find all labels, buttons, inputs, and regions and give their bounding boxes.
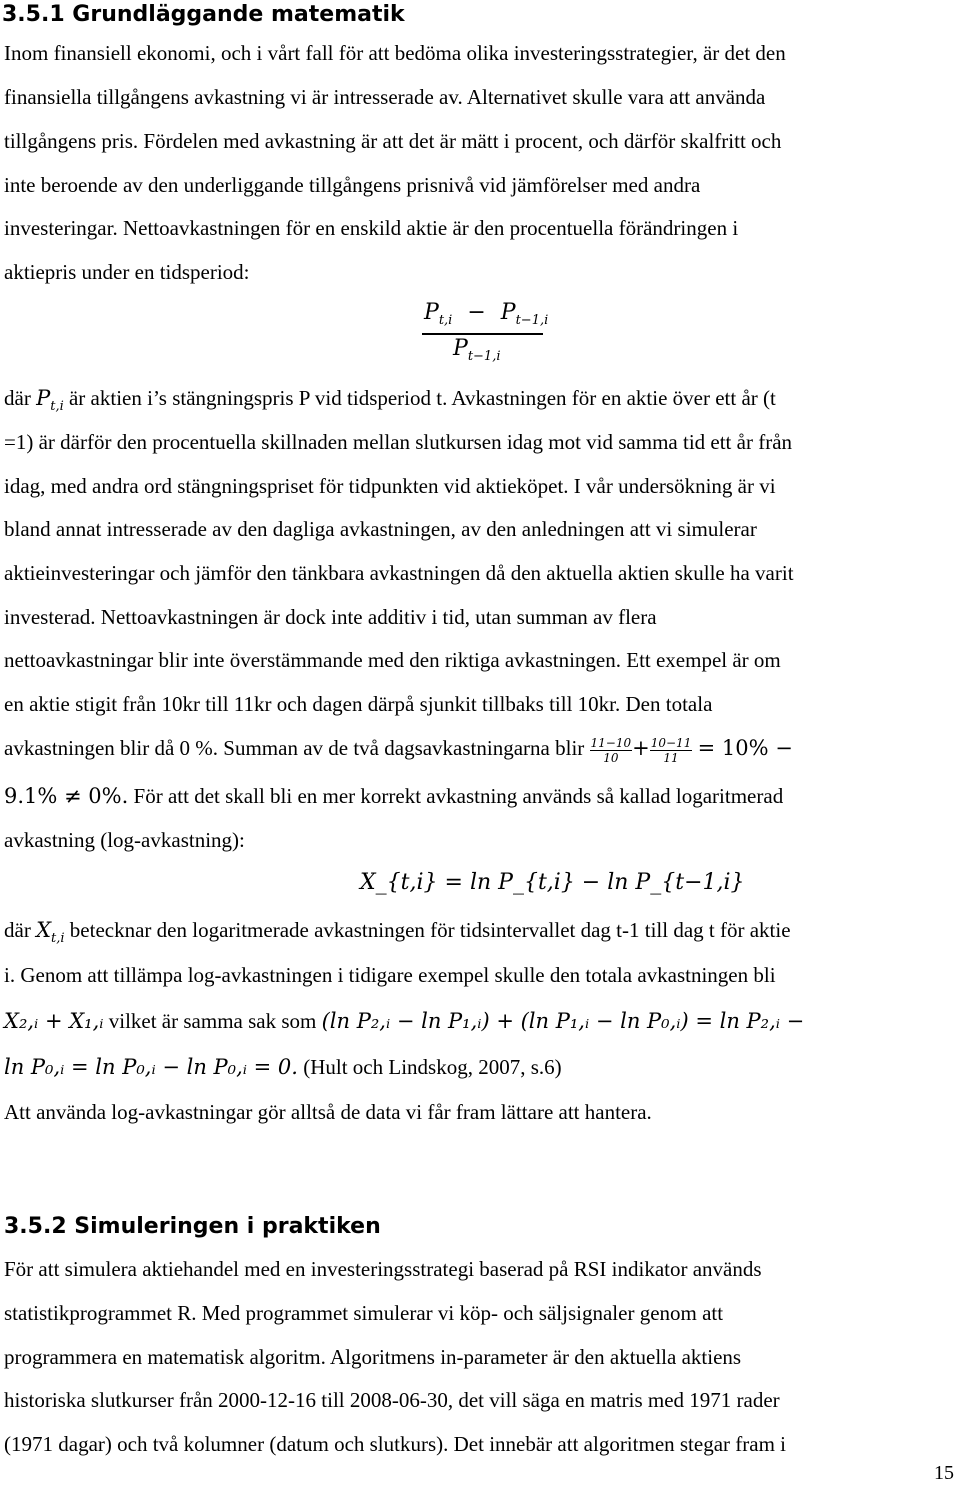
paragraph-line: där $X_{t,i}$ betecknar den logaritmerade avkastningen för tidsintervallet dag t-1 till dag t för aktie [4, 918, 791, 946]
paragraph-line: investerad. Nettoavkastningen är dock inte additiv i tid, utan summan av flera [4, 605, 657, 629]
fraction-small: $\frac{11-10}{10}$ [590, 736, 632, 765]
formula-denominator: $P_{t-1,i}$ [453, 336, 501, 364]
paragraph-line: i. Genom att tillämpa log-avkastningen i tidigare exempel skulle den totala avkastningen bli [4, 963, 776, 987]
paragraph-line: en aktie stigit från 10kr till 11kr och dagen därpå sjunkit tillbaks till 10kr. Den totala [4, 692, 713, 716]
paragraph-line-equation: ln P₀,ᵢ = ln P₀,ᵢ − ln P₀,ᵢ = 0. (Hult och Lindskog, 2007, s.6) [4, 1055, 562, 1079]
paragraph-line: För att simulera aktiehandel med en investeringsstrategi baserad på RSI indikator används [4, 1257, 762, 1281]
paragraph-line-equation: X₂,ᵢ + X₁,ᵢ vilket är samma sak som (ln P₂,ᵢ − ln P₁,ᵢ) + (ln P₁,ᵢ − ln P₀,ᵢ) = ln P₂,ᵢ − [4, 1009, 805, 1033]
paragraph-line: tillgångens pris. Fördelen med avkastning är att det är mätt i procent, och därför skalfritt och [4, 129, 782, 153]
paragraph-line: finansiella tillgångens avkastning vi är intresserade av. Alternativet skulle vara att använda [4, 85, 766, 109]
paragraph-line: där $P_{t,i}$ är aktien i’s stängningspris P vid tidsperiod t. Avkastningen för en aktie över ett år (t [4, 386, 776, 414]
paragraph-line: historiska slutkurser från 2000-12-16 till 2008-06-30, det vill säga en matris med 1971 rader [4, 1388, 780, 1412]
paragraph-line: aktiepris under en tidsperiod: [4, 260, 250, 284]
section-heading-simuleringen: 3.5.2 Simuleringen i praktiken [4, 1214, 381, 1239]
paragraph-line: Inom finansiell ekonomi, och i vårt fall för att bedöma olika investeringsstrategier, är det den [4, 41, 786, 65]
page-number: 15 [934, 1462, 954, 1484]
paragraph-line: nettoavkastningar blir inte överstämmande med den riktiga avkastningen. Ett exempel är om [4, 648, 781, 672]
paragraph-line: idag, med andra ord stängningspriset för tidpunkten vid aktieköpet. I vår undersökning är vi [4, 474, 776, 498]
paragraph-line: 9.1% ≠ 0%. För att det skall bli en mer korrekt avkastning används så kallad logaritmerad [4, 784, 784, 808]
log-return-formula: X_{t,i} = ln P_{t,i} − ln P_{t−1,i} [360, 870, 745, 895]
paragraph-line: inte beroende av den underliggande tillgångens prisnivå vid jämförelser med andra [4, 173, 701, 197]
paragraph-line: aktieinvesteringar och jämför den tänkbara avkastningen då den aktuella aktien skulle ha varit [4, 561, 794, 585]
paragraph-line: =1) är därför den procentuella skillnaden mellan slutkursen idag mot vid samma tid ett år från [4, 430, 793, 454]
paragraph-line: statistikprogrammet R. Med programmet simulerar vi köp- och säljsignaler genom att [4, 1301, 724, 1325]
paragraph-line-sum: avkastningen blir då 0 %. Summan av de två dagsavkastningarna blir $\frac{11-10}{10}$ + $\frac{10-11}{11}$ = 10% − [4, 736, 793, 765]
paragraph-line: investeringar. Nettoavkastningen för en enskild aktie är den procentuella förändringen i [4, 216, 739, 240]
fraction-small: $\frac{10-11}{11}$ [650, 736, 692, 765]
paragraph-line: Att använda log-avkastningar gör alltså de data vi får fram lättare att hantera. [4, 1100, 652, 1124]
paragraph-line: programmera en matematisk algoritm. Algoritmens in-parameter är den aktuella aktiens [4, 1345, 742, 1369]
fraction-bar [422, 333, 543, 335]
paragraph-line: (1971 dagar) och två kolumner (datum och slutkurs). Det innebär att algoritmen stegar fram i [4, 1432, 787, 1456]
paragraph-line: bland annat intresserade av den dagliga avkastningen, av den anledningen att vi simulerar [4, 517, 757, 541]
section-heading-grundlaggande: 3.5.1 Grundläggande matematik [2, 2, 405, 27]
formula-numerator: $P_{t,i} - P_{t-1,i}$ [424, 300, 549, 328]
paragraph-line: avkastning (log-avkastning): [4, 828, 245, 852]
